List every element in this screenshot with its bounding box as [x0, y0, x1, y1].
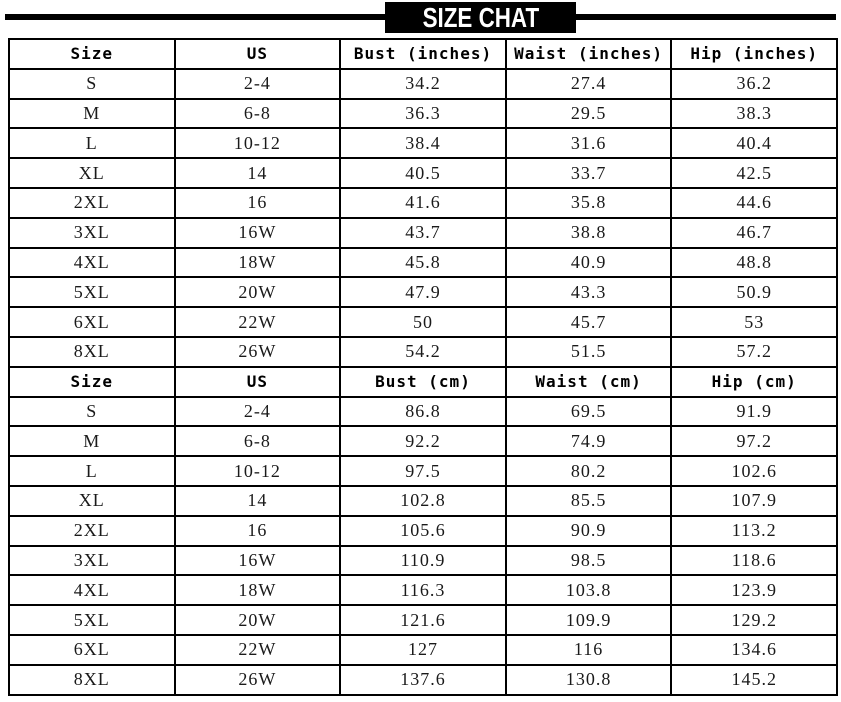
bust-cell: 41.6: [340, 188, 506, 218]
us-cell: 2-4: [175, 397, 341, 427]
hip-cell: 129.2: [671, 605, 837, 635]
size-cell: L: [9, 456, 175, 486]
waist-cell: 43.3: [506, 277, 672, 307]
us-cell: 22W: [175, 635, 341, 665]
hip-header: Hip (inches): [671, 39, 837, 69]
waist-cell: 35.8: [506, 188, 672, 218]
bust-cell: 47.9: [340, 277, 506, 307]
size-cell: XL: [9, 158, 175, 188]
us-cell: 16W: [175, 546, 341, 576]
hip-cell: 40.4: [671, 128, 837, 158]
us-cell: 6-8: [175, 426, 341, 456]
title-banner: [0, 0, 841, 38]
page-title: SIZE CHAT: [422, 1, 539, 33]
table-row: [9, 69, 837, 99]
us-cell: 22W: [175, 307, 341, 337]
hip-header: Hip (cm): [671, 367, 837, 397]
us-cell: 14: [175, 486, 341, 516]
us-cell: 16: [175, 188, 341, 218]
hip-cell: 91.9: [671, 397, 837, 427]
table-row: [9, 188, 837, 218]
hip-cell: 145.2: [671, 665, 837, 695]
header-row-inches: [9, 39, 837, 69]
table-row: [9, 605, 837, 635]
table-row: [9, 218, 837, 248]
hip-cell: 107.9: [671, 486, 837, 516]
hip-cell: 48.8: [671, 248, 837, 278]
table-row: [9, 307, 837, 337]
hip-cell: 46.7: [671, 218, 837, 248]
size-cell: 2XL: [9, 188, 175, 218]
table-row: [9, 337, 837, 367]
hip-cell: 42.5: [671, 158, 837, 188]
us-cell: 26W: [175, 337, 341, 367]
bust-cell: 36.3: [340, 99, 506, 129]
us-cell: 18W: [175, 575, 341, 605]
size-cell: 4XL: [9, 575, 175, 605]
header-row-cm: [9, 367, 837, 397]
waist-cell: 85.5: [506, 486, 672, 516]
us-cell: 14: [175, 158, 341, 188]
us-cell: 20W: [175, 277, 341, 307]
us-cell: 6-8: [175, 99, 341, 129]
hip-cell: 123.9: [671, 575, 837, 605]
waist-cell: 45.7: [506, 307, 672, 337]
size-header: Size: [9, 367, 175, 397]
size-header: Size: [9, 39, 175, 69]
bust-cell: 50: [340, 307, 506, 337]
table-row: [9, 99, 837, 129]
waist-cell: 40.9: [506, 248, 672, 278]
bust-cell: 86.8: [340, 397, 506, 427]
bust-cell: 110.9: [340, 546, 506, 576]
hip-cell: 57.2: [671, 337, 837, 367]
us-cell: 2-4: [175, 69, 341, 99]
bust-cell: 43.7: [340, 218, 506, 248]
size-cell: XL: [9, 486, 175, 516]
waist-cell: 74.9: [506, 426, 672, 456]
hip-cell: 118.6: [671, 546, 837, 576]
size-cell: 4XL: [9, 248, 175, 278]
bust-header: Bust (cm): [340, 367, 506, 397]
size-cell: 5XL: [9, 605, 175, 635]
bust-cell: 116.3: [340, 575, 506, 605]
us-cell: 20W: [175, 605, 341, 635]
bust-cell: 92.2: [340, 426, 506, 456]
size-cell: 6XL: [9, 307, 175, 337]
waist-cell: 29.5: [506, 99, 672, 129]
bust-cell: 97.5: [340, 456, 506, 486]
hip-cell: 97.2: [671, 426, 837, 456]
size-cell: M: [9, 426, 175, 456]
bust-cell: 45.8: [340, 248, 506, 278]
bust-cell: 137.6: [340, 665, 506, 695]
table-row: [9, 486, 837, 516]
hip-cell: 44.6: [671, 188, 837, 218]
us-header: US: [175, 367, 341, 397]
bust-cell: 105.6: [340, 516, 506, 546]
bust-cell: 127: [340, 635, 506, 665]
waist-cell: 98.5: [506, 546, 672, 576]
hip-cell: 53: [671, 307, 837, 337]
waist-cell: 103.8: [506, 575, 672, 605]
table-row: [9, 248, 837, 278]
size-cell: S: [9, 397, 175, 427]
waist-cell: 69.5: [506, 397, 672, 427]
table-row: [9, 397, 837, 427]
table-row: [9, 516, 837, 546]
table-row: [9, 128, 837, 158]
bust-cell: 121.6: [340, 605, 506, 635]
hip-cell: 113.2: [671, 516, 837, 546]
table-row: [9, 546, 837, 576]
hip-cell: 102.6: [671, 456, 837, 486]
bust-header: Bust (inches): [340, 39, 506, 69]
table-row: [9, 277, 837, 307]
table-row: [9, 158, 837, 188]
size-cell: 3XL: [9, 546, 175, 576]
size-cell: M: [9, 99, 175, 129]
waist-cell: 116: [506, 635, 672, 665]
waist-cell: 80.2: [506, 456, 672, 486]
size-cell: 5XL: [9, 277, 175, 307]
bust-cell: 54.2: [340, 337, 506, 367]
waist-header: Waist (cm): [506, 367, 672, 397]
waist-cell: 51.5: [506, 337, 672, 367]
us-cell: 26W: [175, 665, 341, 695]
hip-cell: 50.9: [671, 277, 837, 307]
us-cell: 18W: [175, 248, 341, 278]
size-cell: 2XL: [9, 516, 175, 546]
waist-cell: 130.8: [506, 665, 672, 695]
table-row: [9, 665, 837, 695]
hip-cell: 38.3: [671, 99, 837, 129]
bust-cell: 102.8: [340, 486, 506, 516]
waist-cell: 90.9: [506, 516, 672, 546]
size-table: [8, 38, 838, 696]
table-row: [9, 426, 837, 456]
waist-cell: 31.6: [506, 128, 672, 158]
size-cell: 6XL: [9, 635, 175, 665]
table-row: [9, 456, 837, 486]
size-cell: L: [9, 128, 175, 158]
waist-cell: 33.7: [506, 158, 672, 188]
hip-cell: 134.6: [671, 635, 837, 665]
size-cell: 8XL: [9, 665, 175, 695]
waist-cell: 109.9: [506, 605, 672, 635]
waist-header: Waist (inches): [506, 39, 672, 69]
bust-cell: 38.4: [340, 128, 506, 158]
hip-cell: 36.2: [671, 69, 837, 99]
us-cell: 10-12: [175, 128, 341, 158]
size-table-body: [9, 39, 837, 695]
bust-cell: 40.5: [340, 158, 506, 188]
size-cell: 3XL: [9, 218, 175, 248]
title-box: [385, 2, 576, 33]
size-cell: 8XL: [9, 337, 175, 367]
bust-cell: 34.2: [340, 69, 506, 99]
table-row: [9, 575, 837, 605]
us-cell: 16W: [175, 218, 341, 248]
size-cell: S: [9, 69, 175, 99]
us-cell: 16: [175, 516, 341, 546]
table-row: [9, 635, 837, 665]
us-header: US: [175, 39, 341, 69]
waist-cell: 38.8: [506, 218, 672, 248]
waist-cell: 27.4: [506, 69, 672, 99]
us-cell: 10-12: [175, 456, 341, 486]
